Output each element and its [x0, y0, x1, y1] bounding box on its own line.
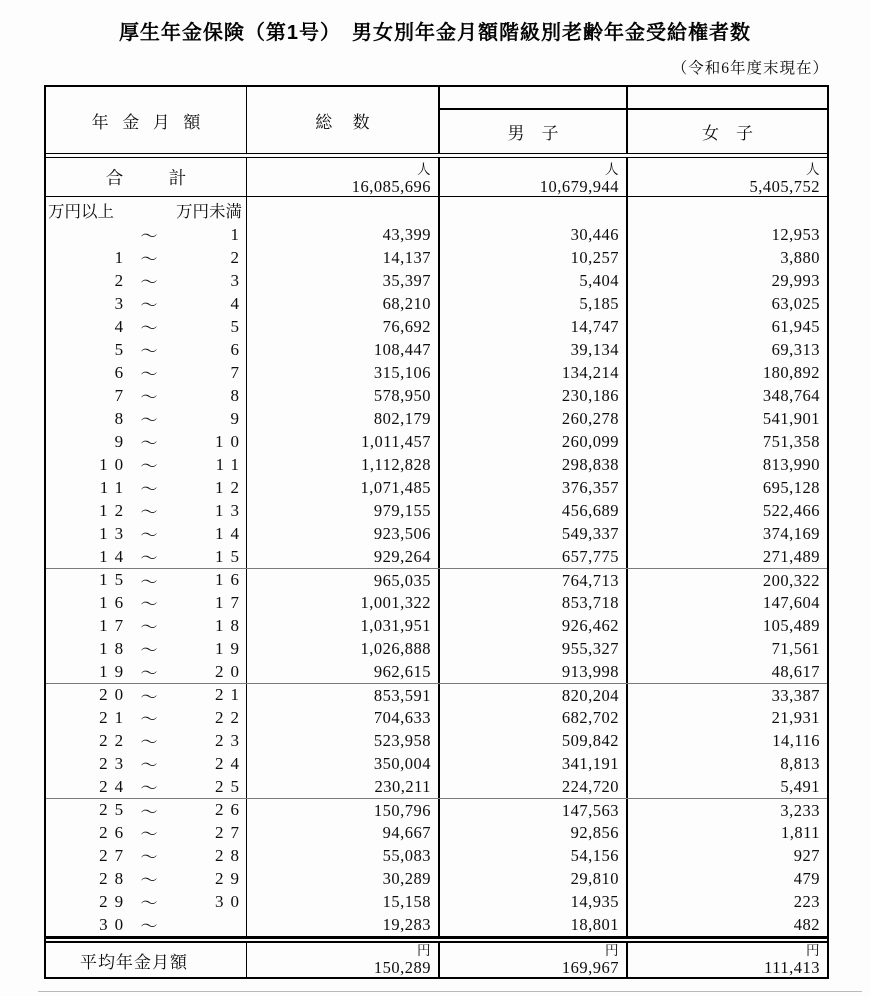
- page-edge-line: [38, 991, 862, 992]
- range-tilde: ～: [140, 618, 158, 637]
- table-row: [46, 867, 827, 890]
- range-tilde: ～: [140, 434, 158, 453]
- female-value: 63,025: [771, 294, 820, 313]
- male-value: 30,446: [440, 223, 628, 246]
- range-cell: [46, 844, 247, 867]
- average-total: 150,289: [373, 958, 431, 977]
- range-lo: 28: [99, 868, 131, 888]
- double-rule-thick: [46, 936, 827, 943]
- average-total-cell: [247, 943, 440, 977]
- range-hi: 21: [215, 685, 246, 704]
- range-tilde: ～: [140, 756, 158, 775]
- total-value: 108,447: [247, 338, 440, 361]
- range-hi: 28: [215, 845, 246, 865]
- female-value: 48,617: [771, 662, 820, 681]
- total-value: 853,591: [247, 684, 440, 706]
- female-value: 271,489: [762, 547, 820, 566]
- col-header-total: 総数: [247, 87, 440, 153]
- range-tilde: ～: [140, 710, 158, 729]
- range-tilde: ～: [140, 802, 158, 821]
- grand-total-male-cell: [440, 158, 628, 196]
- female-value: 374,169: [762, 524, 820, 543]
- female-value: 180,892: [762, 363, 820, 382]
- total-value: 19,283: [247, 913, 440, 936]
- table-row: [46, 522, 827, 545]
- col-header-amount: 年金月額: [46, 87, 247, 153]
- range-cell: [46, 522, 247, 545]
- total-value: 802,179: [247, 407, 440, 430]
- female-value: 695,128: [762, 478, 820, 497]
- total-value: 1,071,485: [247, 476, 440, 499]
- female-value: 12,953: [771, 225, 820, 244]
- total-value: 68,210: [247, 292, 440, 315]
- total-value: 350,004: [247, 752, 440, 775]
- table-row: [46, 821, 827, 844]
- range-tilde: ～: [140, 457, 158, 476]
- range-lo: 8: [114, 408, 131, 428]
- average-male: 169,967: [561, 958, 619, 977]
- range-lo: 27: [99, 845, 131, 865]
- range-cell: [46, 706, 247, 729]
- female-value: 14,116: [772, 731, 820, 750]
- total-value: 15,158: [247, 890, 440, 913]
- table-row: [46, 223, 827, 246]
- col-header-male: 男子: [440, 110, 628, 153]
- range-cell: [46, 591, 247, 614]
- male-value: 926,462: [440, 614, 628, 637]
- female-value: 71,561: [771, 639, 820, 658]
- range-hi: 5: [230, 316, 246, 336]
- female-value: 751,358: [762, 432, 820, 451]
- range-hi: 6: [230, 339, 246, 359]
- average-female: 111,413: [764, 958, 820, 977]
- table-row: [46, 476, 827, 499]
- male-value: 230,186: [440, 384, 628, 407]
- total-value: 1,011,457: [247, 430, 440, 453]
- range-cell: [46, 867, 247, 890]
- range-tilde: ～: [140, 549, 158, 568]
- range-lo: 22: [99, 730, 131, 750]
- female-value: 479: [793, 869, 820, 888]
- male-value: 14,747: [440, 315, 628, 338]
- female-value: 813,990: [762, 455, 820, 474]
- total-value: 150,796: [247, 799, 440, 821]
- female-value: 5,491: [780, 777, 820, 796]
- range-tilde: ～: [140, 595, 158, 614]
- male-value: 682,702: [440, 706, 628, 729]
- male-value: 376,357: [440, 476, 628, 499]
- range-tilde: ～: [140, 365, 158, 384]
- range-unit-header: [46, 197, 247, 223]
- range-tilde: ～: [140, 480, 158, 499]
- range-lo: 24: [99, 776, 131, 796]
- range-cell: [46, 223, 247, 246]
- range-cell: [46, 637, 247, 660]
- range-cell: [46, 338, 247, 361]
- empty-cell: [628, 197, 827, 223]
- range-unit-lower: 万円以上: [48, 202, 114, 221]
- empty-cell: [247, 197, 440, 223]
- table-row: [46, 890, 827, 913]
- range-hi: 12: [215, 477, 246, 497]
- male-value: 54,156: [440, 844, 628, 867]
- male-value: 29,810: [440, 867, 628, 890]
- range-tilde: ～: [140, 733, 158, 752]
- empty-cell: [440, 197, 628, 223]
- range-hi: 20: [215, 661, 246, 681]
- range-tilde: ～: [140, 526, 158, 545]
- range-cell: [46, 684, 247, 706]
- female-value: 21,931: [771, 708, 820, 727]
- range-hi: 23: [215, 730, 246, 750]
- range-cell: [46, 660, 247, 683]
- table-row: [46, 752, 827, 775]
- range-tilde: ～: [140, 687, 158, 706]
- range-hi: 24: [215, 753, 246, 773]
- male-value: 456,689: [440, 499, 628, 522]
- range-tilde: ～: [140, 664, 158, 683]
- female-value: 541,901: [762, 409, 820, 428]
- range-cell: [46, 913, 247, 936]
- range-lo: 4: [114, 316, 131, 336]
- range-hi: 9: [230, 408, 246, 428]
- male-value: 39,134: [440, 338, 628, 361]
- table-row: [46, 384, 827, 407]
- table-row: [46, 269, 827, 292]
- range-lo: 16: [99, 592, 131, 612]
- range-tilde: ～: [140, 641, 158, 660]
- grand-total-total-cell: [247, 158, 440, 196]
- table-row: [46, 407, 827, 430]
- male-value: 14,935: [440, 890, 628, 913]
- range-hi: 2: [230, 247, 246, 267]
- table-row: [46, 361, 827, 384]
- range-hi: 8: [230, 385, 246, 405]
- grand-total-male: 10,679,944: [539, 177, 619, 196]
- average-male-cell: [440, 943, 628, 977]
- grand-total-total: 16,085,696: [351, 177, 431, 196]
- unit-person: 人: [605, 162, 619, 177]
- table-row: [46, 315, 827, 338]
- total-value: 704,633: [247, 706, 440, 729]
- range-hi: 18: [215, 615, 246, 635]
- range-lo: 5: [114, 339, 131, 359]
- range-cell: [46, 775, 247, 798]
- male-value: 298,838: [440, 453, 628, 476]
- male-female-header-box: [440, 108, 827, 153]
- range-tilde: ～: [140, 388, 158, 407]
- range-cell: [46, 569, 247, 591]
- range-tilde: ～: [140, 848, 158, 867]
- range-cell: [46, 315, 247, 338]
- range-lo: 2: [114, 270, 131, 290]
- total-value: 1,001,322: [247, 591, 440, 614]
- range-cell: [46, 246, 247, 269]
- range-hi: 4: [230, 293, 246, 313]
- male-value: 549,337: [440, 522, 628, 545]
- table-row: [46, 775, 827, 798]
- range-cell: [46, 269, 247, 292]
- range-tilde: ～: [140, 503, 158, 522]
- range-lo: 6: [114, 362, 131, 382]
- range-tilde: ～: [140, 411, 158, 430]
- range-hi: 25: [215, 776, 246, 796]
- page-title: 厚生年金保険（第1号） 男女別年金月額階級別老齢年金受給権者数: [118, 22, 752, 44]
- total-value: 1,026,888: [247, 637, 440, 660]
- table-row: [46, 338, 827, 361]
- table-row: [46, 660, 827, 683]
- range-hi: 7: [230, 362, 246, 382]
- female-value: 1,811: [780, 823, 820, 842]
- range-tilde: ～: [140, 871, 158, 890]
- range-hi: 1: [230, 224, 246, 244]
- female-value: 61,945: [771, 317, 820, 336]
- range-hi: 26: [215, 800, 246, 819]
- male-value: 147,563: [440, 799, 628, 821]
- male-value: 764,713: [440, 569, 628, 591]
- range-lo: 1: [114, 247, 131, 267]
- range-hi: 17: [215, 592, 246, 612]
- female-value: 200,322: [762, 571, 820, 590]
- range-hi: 22: [215, 707, 246, 727]
- total-value: 923,506: [247, 522, 440, 545]
- range-lo: 26: [99, 822, 131, 842]
- range-cell: [46, 729, 247, 752]
- range-unit-upper: 万円未満: [176, 202, 242, 221]
- range-tilde: ～: [140, 894, 158, 913]
- average-row: [46, 943, 827, 977]
- range-lo: 20: [99, 685, 131, 704]
- range-cell: [46, 453, 247, 476]
- range-cell: [46, 821, 247, 844]
- table-header-row: [46, 87, 827, 153]
- female-value: 8,813: [780, 754, 820, 773]
- range-tilde: ～: [140, 342, 158, 361]
- male-value: 134,214: [440, 361, 628, 384]
- male-value: 92,856: [440, 821, 628, 844]
- total-value: 965,035: [247, 569, 440, 591]
- male-value: 260,099: [440, 430, 628, 453]
- range-lo: 18: [99, 638, 131, 658]
- range-lo: 13: [99, 523, 131, 543]
- range-lo: 12: [99, 500, 131, 520]
- table-row: [46, 545, 827, 568]
- female-value: 3,233: [780, 801, 820, 820]
- male-value: 955,327: [440, 637, 628, 660]
- range-hi: 10: [215, 431, 246, 451]
- male-value: 10,257: [440, 246, 628, 269]
- male-value: 5,404: [440, 269, 628, 292]
- range-tilde: ～: [140, 250, 158, 269]
- total-value: 14,137: [247, 246, 440, 269]
- range-lo: 3: [114, 293, 131, 313]
- table-row: [46, 706, 827, 729]
- total-value: 929,264: [247, 545, 440, 568]
- total-value: 979,155: [247, 499, 440, 522]
- range-cell: [46, 292, 247, 315]
- range-lo: 15: [99, 570, 131, 589]
- range-lo: 11: [99, 477, 131, 497]
- unit-person: 人: [806, 162, 820, 177]
- range-hi: 15: [215, 546, 246, 566]
- table-row: [46, 798, 827, 821]
- table-row: [46, 430, 827, 453]
- range-hi: 11: [215, 454, 246, 474]
- grand-total-female-cell: [628, 158, 827, 196]
- female-value: 105,489: [762, 616, 820, 635]
- range-cell: [46, 545, 247, 568]
- range-cell: [46, 384, 247, 407]
- range-hi: 13: [215, 500, 246, 520]
- range-lo: 17: [99, 615, 131, 635]
- range-lo: 10: [99, 454, 131, 474]
- female-value: 482: [793, 915, 820, 934]
- total-value: 30,289: [247, 867, 440, 890]
- table-row: [46, 614, 827, 637]
- range-cell: [46, 752, 247, 775]
- range-tilde: ～: [140, 779, 158, 798]
- range-tilde: ～: [140, 319, 158, 338]
- female-value: 927: [793, 846, 820, 865]
- table-row: [46, 453, 827, 476]
- male-value: 820,204: [440, 684, 628, 706]
- range-lo: 29: [99, 891, 131, 911]
- grand-total-label: 合計: [46, 158, 247, 196]
- range-cell: [46, 430, 247, 453]
- unit-person: 人: [417, 162, 431, 177]
- female-value: 522,466: [762, 501, 820, 520]
- range-hi: 29: [215, 868, 246, 888]
- range-hi: 19: [215, 638, 246, 658]
- female-value: 223: [793, 892, 820, 911]
- male-value: 509,842: [440, 729, 628, 752]
- range-tilde: ～: [140, 296, 158, 315]
- range-tilde: ～: [140, 572, 158, 591]
- grand-total-female: 5,405,752: [749, 177, 820, 196]
- range-cell: [46, 890, 247, 913]
- total-value: 43,399: [247, 223, 440, 246]
- range-lo: 21: [99, 707, 131, 727]
- table-row: [46, 683, 827, 706]
- table-row: [46, 292, 827, 315]
- male-value: 657,775: [440, 545, 628, 568]
- col-header-female: 女子: [702, 124, 770, 143]
- range-lo: 23: [99, 753, 131, 773]
- as-of-date: （令和6年度末現在）: [671, 60, 829, 77]
- total-value: 94,667: [247, 821, 440, 844]
- unit-yen: 円: [605, 943, 619, 958]
- male-value: 18,801: [440, 913, 628, 936]
- total-value: 230,211: [247, 775, 440, 798]
- range-tilde: ～: [140, 917, 158, 936]
- table-row: [46, 637, 827, 660]
- range-unit-header-row: [46, 197, 827, 223]
- table-row: [46, 913, 827, 936]
- total-value: 55,083: [247, 844, 440, 867]
- average-female-cell: [628, 943, 827, 977]
- total-value: 315,106: [247, 361, 440, 384]
- unit-yen: 円: [806, 943, 820, 958]
- total-value: 1,031,951: [247, 614, 440, 637]
- range-hi: 16: [215, 570, 246, 589]
- range-cell: [46, 799, 247, 821]
- female-value: 147,604: [762, 593, 820, 612]
- female-value: 3,880: [780, 248, 820, 267]
- female-value: 348,764: [762, 386, 820, 405]
- range-cell: [46, 407, 247, 430]
- total-value: 962,615: [247, 660, 440, 683]
- male-value: 224,720: [440, 775, 628, 798]
- female-value: 33,387: [771, 686, 820, 705]
- range-cell: [46, 476, 247, 499]
- range-cell: [46, 499, 247, 522]
- table-row: [46, 591, 827, 614]
- table-row: [46, 499, 827, 522]
- total-value: 523,958: [247, 729, 440, 752]
- total-value: 76,692: [247, 315, 440, 338]
- range-lo: 7: [114, 385, 131, 405]
- male-value: 5,185: [440, 292, 628, 315]
- male-value: 260,278: [440, 407, 628, 430]
- grand-total-row: [46, 158, 827, 196]
- average-label: 平均年金月額: [46, 943, 247, 977]
- total-value: 1,112,828: [247, 453, 440, 476]
- range-lo: 30: [99, 914, 131, 934]
- range-lo: 9: [114, 431, 131, 451]
- male-value: 341,191: [440, 752, 628, 775]
- table-row: [46, 729, 827, 752]
- range-cell: [46, 361, 247, 384]
- female-value: 69,313: [771, 340, 820, 359]
- table-row: [46, 844, 827, 867]
- total-value: 35,397: [247, 269, 440, 292]
- range-cell: [46, 614, 247, 637]
- range-lo: 19: [99, 661, 131, 681]
- range-tilde: ～: [140, 227, 158, 246]
- range-lo: 25: [99, 800, 131, 819]
- range-hi: 30: [215, 891, 246, 911]
- male-value: 853,718: [440, 591, 628, 614]
- range-tilde: ～: [140, 825, 158, 844]
- range-hi: 27: [215, 822, 246, 842]
- range-hi: 14: [215, 523, 246, 543]
- table-row: [46, 246, 827, 269]
- table-row: [46, 568, 827, 591]
- range-lo: 14: [99, 546, 131, 566]
- female-value: 29,993: [771, 271, 820, 290]
- range-tilde: ～: [140, 273, 158, 292]
- male-value: 913,998: [440, 660, 628, 683]
- range-hi: 3: [230, 270, 246, 290]
- range-rows: [46, 223, 827, 936]
- unit-yen: 円: [417, 943, 431, 958]
- total-value: 578,950: [247, 384, 440, 407]
- pension-table: [44, 85, 829, 979]
